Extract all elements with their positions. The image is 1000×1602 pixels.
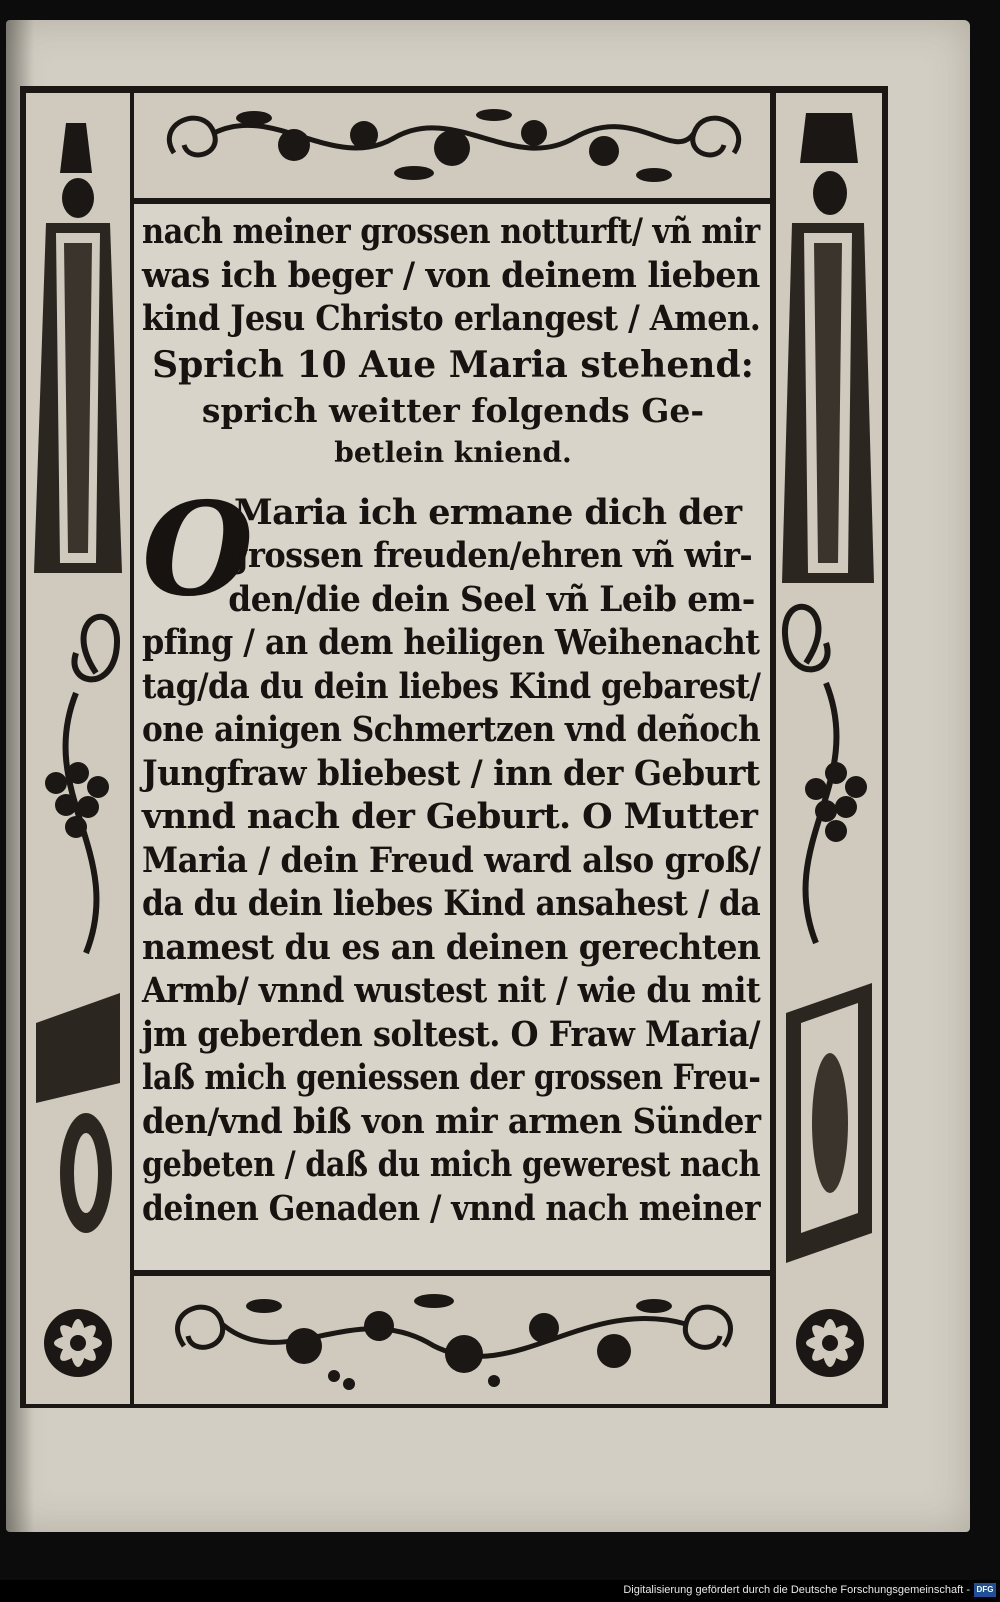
text-line: nach meiner grossen notturft/ vñ mir xyxy=(142,211,760,252)
text-line: gebeten / daß du mich gewerest nach xyxy=(142,1144,760,1185)
rubric-heading-line: betlein kniend. xyxy=(334,435,572,469)
text-line: da du dein liebes Kind ansahest / da xyxy=(142,883,761,924)
text-line: den/die dein Seel vñ Leib em- xyxy=(228,578,755,620)
right-ornament-panel xyxy=(776,93,882,1404)
text-line: jm geberden soltest. O Fraw Maria/ xyxy=(142,1013,761,1055)
prayer-body xyxy=(142,474,764,1231)
right-ornament-graphic xyxy=(776,93,882,1404)
text-line: Maria ich ermane dich der xyxy=(234,491,742,533)
drop-cap-initial: O xyxy=(142,474,254,625)
text-line: pfing / an dem heiligen Weihenacht xyxy=(142,622,760,663)
text-line: laß mich geniessen der grossen Freu- xyxy=(142,1057,761,1098)
dfg-credit-text: Digitalisierung gefördert durch die Deutsche Forschungsgemeinschaft - xyxy=(623,1584,970,1596)
text-line: one ainigen Schmertzen vnd deñoch xyxy=(142,709,761,750)
text-line: kind Jesu Christo erlangest / Amen. xyxy=(142,298,761,339)
top-ornament-graphic xyxy=(134,93,770,198)
rubric-heading-line: sprich weitter folgends Ge- xyxy=(201,390,705,430)
bottom-ornament-panel xyxy=(134,1276,770,1404)
text-line: Maria / dein Freud ward also groß/ xyxy=(142,839,761,881)
dfg-logo: DFG xyxy=(974,1583,996,1597)
text-line: vnnd nach der Geburt. O Mutter xyxy=(142,796,758,837)
text-line: deinen Genaden / vnnd nach meiner xyxy=(142,1187,760,1229)
left-ornament-panel xyxy=(26,93,130,1404)
text-line: namest du es an deinen gerechten xyxy=(142,926,761,968)
bottom-ornament-graphic xyxy=(134,1276,770,1404)
text-line: den/vnd biß von mir armen Sünder xyxy=(142,1100,761,1142)
top-ornament-panel xyxy=(134,93,770,198)
text-line: Armb/ vnnd wustest nit / wie du mit xyxy=(142,970,761,1011)
text-line: tag/da du dein liebes Kind gebarest/ xyxy=(142,665,761,707)
rubric-heading-line: Sprich 10 Aue Maria stehend: xyxy=(152,343,754,386)
text-line: was ich beger / von deinem lieben xyxy=(142,254,760,296)
left-ornament-graphic xyxy=(26,93,130,1404)
text-line: Jungfraw bliebest / inn der Geburt xyxy=(142,752,760,794)
text-line: grossen freuden/ehren vñ wir- xyxy=(226,535,753,576)
page-text xyxy=(142,210,764,1230)
